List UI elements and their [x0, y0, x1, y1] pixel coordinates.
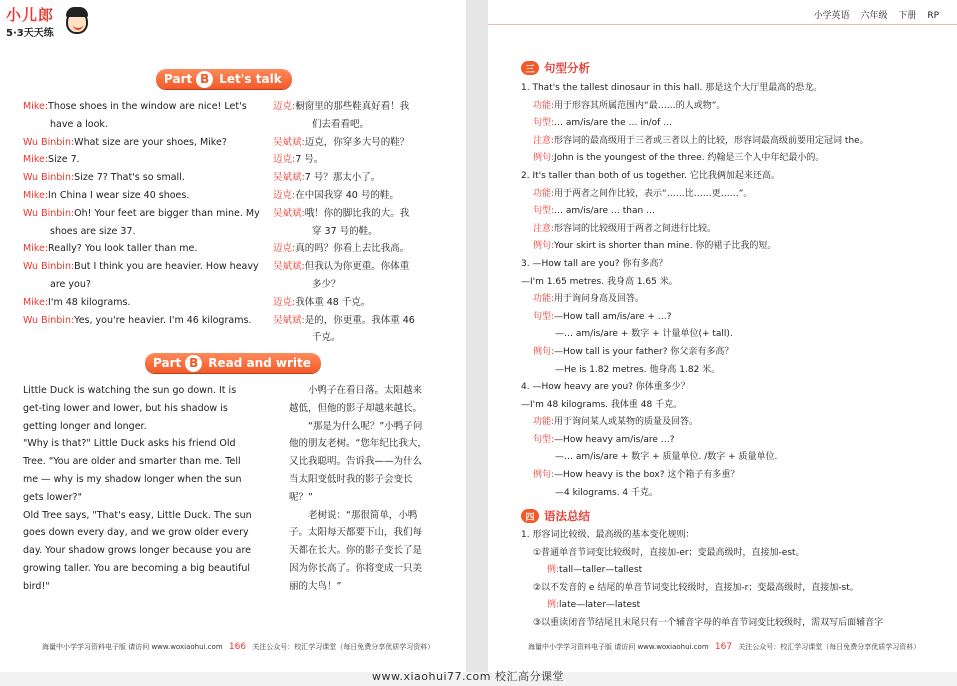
book-logo	[6, 4, 86, 42]
analysis-line	[521, 291, 941, 309]
dialogue-text: 但我认为你更重。你体重	[304, 261, 410, 273]
example-label: 例:	[547, 600, 560, 611]
speaker-name: Mike:	[23, 154, 49, 166]
dialogue-text: 迈克，你穿多大号的鞋？	[304, 136, 410, 148]
dialogue-text: 橱窗里的那些鞋真好看！我	[295, 101, 410, 112]
analysis-line	[521, 203, 941, 221]
page-number: 167	[714, 642, 733, 652]
analysis-text: John is the youngest of the three. 约翰是三个人中年纪最小的。	[554, 153, 825, 164]
header-divider	[488, 24, 957, 25]
section-badge: 三	[521, 61, 539, 75]
analysis-line	[521, 98, 941, 116]
dialogue-text: I'm 48 kilograms.	[48, 296, 131, 308]
sentence-item: —I'm 48 kilograms. 我体重 48 千克。	[521, 399, 683, 410]
analysis-label: 例句:	[533, 470, 555, 481]
dialogue-text-continued: 穿 37 号的鞋。	[312, 225, 378, 237]
analysis-label: 例句:	[533, 346, 555, 357]
header-grade: 六年级	[860, 11, 888, 21]
section-sentence-analysis-title: 三 句型分析	[521, 60, 590, 76]
dialogue-text: 真的吗？你看上去比我高。	[295, 243, 410, 255]
logo-sub: 5·3天天练	[6, 28, 54, 39]
speaker-name: Mike:	[23, 101, 49, 112]
sentence-item: —I'm 1.65 metres. 我身高 1.65 米。	[521, 276, 678, 287]
analysis-label: 句型:	[533, 206, 555, 217]
analysis-text: 用于询问某人或某物的质量及回答。	[554, 417, 699, 428]
section-grammar-summary-title: 四 语法总结	[521, 508, 590, 524]
speaker-name: Wu Binbin:	[23, 136, 75, 148]
dialogue-line	[273, 151, 433, 169]
analysis-line	[521, 344, 941, 362]
analysis-text: Your skirt is shorter than mine. 你的裙子比我的短。	[554, 241, 777, 252]
part-letter-badge: B	[185, 355, 202, 372]
grammar-rule: ①普通单音节词变比较级时，直接加-er；变最高级时，直接加-est。	[533, 547, 805, 558]
dialogue-text-continued: are you?	[50, 278, 91, 290]
grammar-example	[521, 562, 941, 580]
watermark: www.xiaohui77.com 校汇高分课堂	[372, 670, 564, 683]
left-page	[0, 0, 466, 672]
dialogue-text: 在中国我穿 40 号的鞋。	[295, 189, 399, 201]
grammar-rule: ③以重读闭音节结尾且末尾只有一个辅音字母的单音节词变比较级时，需双写后面辅音字	[533, 617, 884, 628]
speaker-name: Mike:	[23, 296, 49, 308]
analysis-text: 形容词的比较级用于两者之间进行比较。	[554, 223, 717, 234]
sentence-item: 4. —How heavy are you? 你体重多少？	[521, 382, 690, 393]
page-number: 166	[228, 642, 247, 652]
analysis-label: 功能:	[533, 100, 555, 111]
dialogue-line	[273, 312, 433, 330]
right-footer: 海量中小学学习资料电子版 请访问 www.woxiaohui.com 167 关注公众号：校汇学习课堂（每日免费分享优质学习资料）	[528, 642, 921, 652]
right-page	[488, 0, 957, 672]
sentence-item: 1. That's the tallest dinosaur in this hall. 那是这个大厅里最高的恐龙。	[521, 83, 823, 93]
analysis-label: 功能:	[533, 188, 555, 199]
dialogue-text: In China I wear size 40 shoes.	[48, 189, 190, 201]
dialogue-text: 我体重 48 千克。	[295, 296, 371, 308]
dialogue-text: Oh! Your feet are bigger than mine. My	[74, 207, 260, 219]
example-text: tall—taller—tallest	[559, 565, 643, 576]
analysis-line	[521, 238, 941, 256]
analysis-text: —How tall is your father? 你父亲有多高？	[554, 346, 734, 357]
part-title: Read and write	[208, 356, 311, 370]
analysis-label: 句型:	[533, 434, 555, 445]
dialogue-text-continued: have a look.	[50, 118, 108, 130]
dialogue-line	[23, 240, 261, 258]
sentence-item: 2. It's taller than both of us together. 它比我俩加起来还高。	[521, 170, 780, 181]
analysis-label: 句型:	[533, 118, 555, 129]
dialogue-text: Size 7? That's so small.	[74, 172, 185, 184]
dialogue-text-continued: 千克。	[312, 332, 341, 344]
header-subject: 小学英语	[813, 11, 850, 21]
analysis-label: 例句:	[533, 153, 555, 164]
grammar-example	[521, 597, 941, 615]
story-chinese	[289, 382, 431, 596]
speaker-name: 迈克:	[273, 101, 296, 112]
part-letter-badge: B	[196, 71, 213, 88]
dialogue-text-continued: shoes are size 37.	[50, 225, 136, 237]
speaker-name: 迈克:	[273, 296, 296, 308]
speaker-name: 吴斌斌:	[273, 261, 305, 273]
dialogue-line	[273, 187, 433, 205]
dialogue-line	[23, 294, 261, 312]
dialogue-line	[23, 169, 261, 187]
analysis-label: 例句:	[533, 241, 555, 252]
analysis-label: 注意:	[533, 223, 555, 234]
part-b-read-and-write-title: Part B Read and write	[145, 353, 321, 373]
analysis-line	[521, 150, 941, 168]
speaker-name: Wu Binbin:	[23, 207, 75, 219]
speaker-name: 吴斌斌:	[273, 314, 305, 326]
analysis-line	[521, 221, 941, 239]
dialogue-text: Size 7.	[48, 154, 80, 166]
dialogue-text: Yes, you're heavier. I'm 46 kilograms.	[74, 314, 252, 326]
dialogue-text: But I think you are heavier. How heavy	[74, 261, 259, 273]
story-english	[23, 382, 256, 596]
dialogue-text-continued: 们去看看吧。	[312, 118, 370, 130]
dialogue-line	[23, 312, 261, 330]
analysis-text: 用于询问身高及回答。	[554, 294, 645, 305]
analysis-text: —How heavy am/is/are …?	[554, 434, 675, 445]
speaker-name: Wu Binbin:	[23, 261, 75, 273]
analysis-label: 句型:	[533, 311, 555, 322]
analysis-text: —How heavy is the box? 这个箱子有多重？	[554, 470, 740, 481]
dialogue-text-continued: 多少？	[312, 278, 341, 290]
speaker-name: 迈克:	[273, 243, 296, 255]
part-b-lets-talk-title: Part B Let's talk	[156, 69, 292, 89]
dialogue-line	[23, 98, 261, 116]
story-paragraph: Old Tree says, "That's easy, Little Duck. The sun goes down every day, and we grow older every day. Your shadow grows longer because you are growing taller. You are becoming a big beautiful bird!"	[23, 509, 252, 592]
header-edition: RP	[927, 11, 939, 21]
analysis-label: 功能:	[533, 294, 555, 305]
dialogue-line	[273, 294, 433, 312]
example-label: 例:	[547, 565, 560, 576]
dialogue-line	[273, 205, 433, 223]
dialogue-text: 7 号？那太小了。	[304, 172, 381, 184]
analysis-text: … am/is/are … than …	[554, 206, 656, 217]
speaker-name: Wu Binbin:	[23, 172, 75, 184]
story-paragraph: 老树说：“那很简单，小鸭子。太阳每天都要下山，我们每天都在长大。你的影子变长了是因为你长高了。你将变成一只美丽的大鸟！”	[289, 509, 423, 592]
left-footer: 海量中小学学习资料电子版 请访问 www.woxiaohui.com 166 关注公众号：校汇学习课堂（每日免费分享优质学习资料）	[42, 642, 435, 652]
sentence-continued: —… am/is/are + 数字 + 质量单位. /数字 + 质量单位.	[555, 452, 778, 463]
page-header	[806, 8, 939, 21]
sentence-item: 1. 形容词比较级、最高级的基本变化规则：	[521, 530, 695, 540]
header-term: 下册	[898, 11, 917, 21]
mascot-icon	[66, 10, 88, 34]
analysis-line	[521, 467, 941, 485]
speaker-name: 迈克:	[273, 154, 296, 166]
section-badge: 四	[521, 509, 539, 523]
part-title: Let's talk	[219, 72, 282, 86]
dialogue-text: 是的，你更重。我体重 46	[304, 314, 415, 326]
analysis-label: 注意:	[533, 135, 555, 146]
dialogue-line	[273, 134, 433, 152]
sentence-continued: —4 kilograms. 4 千克。	[555, 487, 658, 498]
analysis-line	[521, 133, 941, 151]
dialogue-line	[23, 258, 261, 276]
sentence-analysis-content	[521, 80, 941, 502]
grammar-summary-content	[521, 527, 941, 633]
analysis-line	[521, 115, 941, 133]
example-text: late—later—latest	[559, 600, 641, 611]
dialogue-line	[273, 169, 433, 187]
dialogue-line	[23, 134, 261, 152]
speaker-name: 吴斌斌:	[273, 172, 305, 184]
dialogue-english	[23, 98, 261, 329]
analysis-line	[521, 414, 941, 432]
book-gutter	[466, 0, 488, 672]
dialogue-line	[273, 258, 433, 276]
dialogue-line	[273, 98, 433, 116]
speaker-name: 吴斌斌:	[273, 207, 305, 219]
analysis-line	[521, 432, 941, 450]
analysis-text: … am/is/are the … in/of …	[554, 118, 673, 129]
dialogue-text: 7 号。	[295, 154, 324, 166]
speaker-name: Wu Binbin:	[23, 314, 75, 326]
logo-brand: 小儿郎	[6, 6, 55, 24]
speaker-name: 迈克:	[273, 189, 296, 201]
sentence-continued: —… am/is/are + 数字 + 计量单位(+ tall).	[555, 329, 733, 340]
dialogue-text: 哦！你的脚比我的大。我	[304, 207, 410, 219]
dialogue-text: What size are your shoes, Mike?	[74, 136, 227, 148]
analysis-text: —How tall am/is/are + …?	[554, 311, 672, 322]
speaker-name: 吴斌斌:	[273, 136, 305, 148]
analysis-line	[521, 186, 941, 204]
analysis-line	[521, 309, 941, 327]
analysis-label: 功能:	[533, 417, 555, 428]
grammar-rule: ②以不发音的 e 结尾的单音节词变比较级时，直接加-r；变最高级时，直接加-st。	[533, 582, 859, 593]
dialogue-chinese	[273, 98, 433, 347]
story-paragraph: “那是为什么呢？”小鸭子问他的朋友老树。“您年纪比我大，又比我聪明。告诉我——为什么当太阳变低时我的影子会变长呢？”	[289, 420, 427, 503]
analysis-text: 形容词的最高级用于三者或三者以上的比较，形容词最高级前要用定冠词 the。	[554, 135, 869, 146]
story-paragraph: Little Duck is watching the sun go down. It is get-ting lower and lower, but his shadow is getting longer and longer.	[23, 385, 237, 432]
dialogue-line	[23, 205, 261, 223]
analysis-text: 用于两者之间作比较，表示“……比……更……”。	[554, 188, 753, 199]
speaker-name: Mike:	[23, 243, 49, 255]
dialogue-line	[273, 240, 433, 258]
dialogue-line	[23, 151, 261, 169]
analysis-text: 用于形容其所属范围内“最……的人或物”。	[554, 100, 726, 111]
sentence-continued: —He is 1.82 metres. 他身高 1.82 米。	[555, 364, 721, 375]
sentence-item: 3. —How tall are you? 你有多高？	[521, 258, 668, 269]
story-paragraph: 小鸭子在看日落。太阳越来越低，但他的影子却越来越长。	[289, 385, 423, 414]
dialogue-text: Really? You look taller than me.	[48, 243, 198, 255]
speaker-name: Mike:	[23, 189, 49, 201]
story-paragraph: "Why is that?" Little Duck asks his friend Old Tree. "You are older and smarter than me. Tell me — why is my shadow longer when the sun gets lower?"	[23, 438, 242, 503]
dialogue-line	[23, 187, 261, 205]
dialogue-text: Those shoes in the window are nice! Let's	[48, 101, 247, 112]
